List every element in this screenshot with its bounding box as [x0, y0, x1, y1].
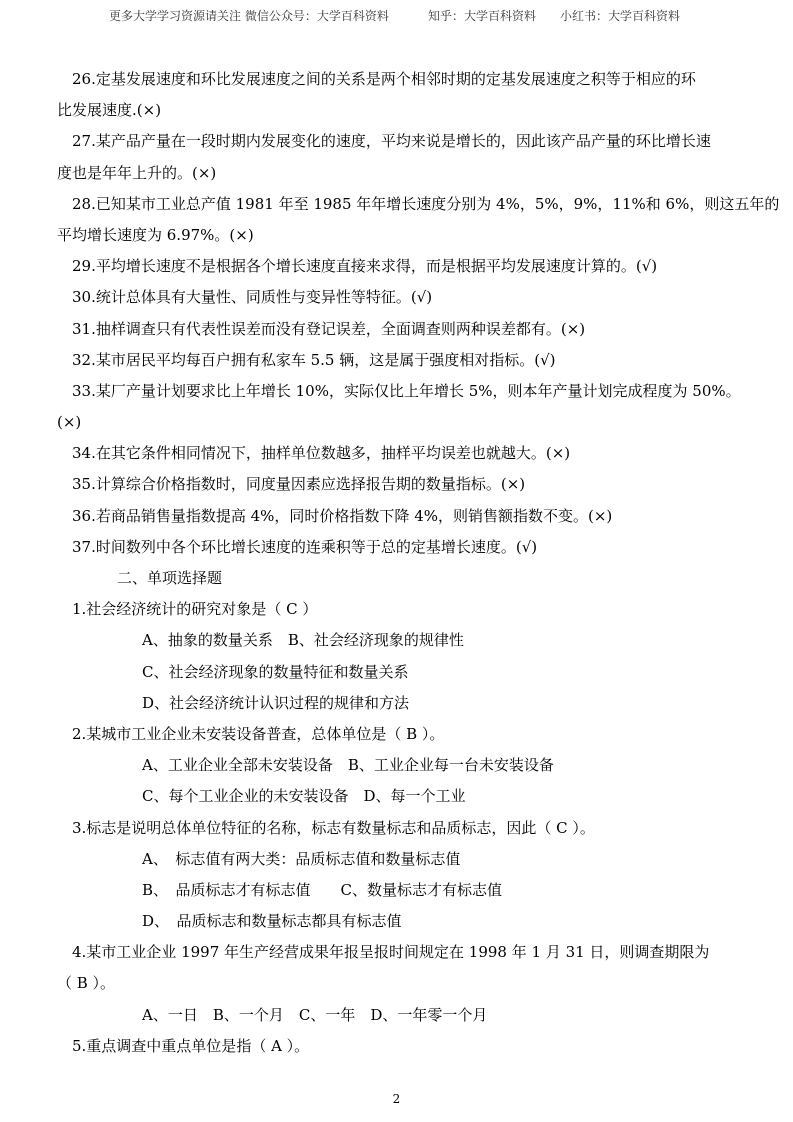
text-line: C、社会经济现象的数量特征和数量关系 [142, 662, 409, 681]
header-right-text: 小红书：大学百科资料 [560, 9, 681, 23]
page-number: 2 [392, 1092, 401, 1106]
text-line: A、工业企业全部未安装设备 B、工业企业每一台未安装设备 [142, 756, 554, 775]
document-body [57, 64, 780, 1062]
text-line: 29.平均增长速度不是根据各个增长速度直接来求得，而是根据平均发展速度计算的。(√) [72, 257, 658, 276]
text-line: 比发展速度.(×) [57, 101, 162, 120]
text-line: 1.社会经济统计的研究对象是（ C ） [72, 600, 318, 619]
text-line: （ B ）。 [57, 974, 116, 993]
text-line: 度也是年年上升的。(×) [57, 163, 217, 182]
text-line: 26.定基发展速度和环比发展速度之间的关系是两个相邻时期的定基发展速度之积等于相应的环 [72, 70, 696, 88]
text-line: A、抽象的数量关系 B、社会经济现象的规律性 [142, 631, 464, 650]
text-line: D、 品质标志和数量标志都具有标志值 [142, 912, 402, 931]
text-line: 4.某市工业企业 1997 年生产经营成果年报呈报时间规定在 1998 年 1 月 31 日，则调查期限为 [72, 943, 710, 962]
text-line: 27.某产品产量在一段时期内发展变化的速度，平均来说是增长的，因此该产品产量的环比增长速 [72, 132, 711, 151]
text-line: C、每个工业企业的未安装设备 D、每一个工业 [142, 787, 466, 806]
text-line: 30.统计总体具有大量性、同质性与变异性等特征。(√) [72, 288, 433, 307]
text-line: 31.抽样调查只有代表性误差而没有登记误差，全面调查则两种误差都有。(×) [72, 319, 586, 338]
text-line: 二、单项选择题 [117, 569, 223, 587]
text-line: 35.计算综合价格指数时，同度量因素应选择报告期的数量指标。(×) [72, 475, 526, 494]
text-line: 3.标志是说明总体单位特征的名称，标志有数量标志和品质标志，因此（ C ）。 [72, 818, 595, 837]
header-left-text: 更多大学学习资源请关注 微信公众号：大学百科资料 [109, 9, 389, 23]
text-line: 2.某城市工业企业未安装设备普查，总体单位是（ B ）。 [72, 724, 445, 743]
page-header [0, 7, 793, 27]
header-middle-text: 知乎：大学百科资料 [428, 9, 537, 23]
text-line: 5.重点调查中重点单位是指（ A ）。 [72, 1036, 310, 1055]
text-line: A、 标志值有两大类：品质标志值和数量标志值 [142, 849, 461, 868]
text-line: 平均增长速度为 6.97%。(×) [57, 225, 254, 244]
text-line: B、 品质标志才有标志值 C、数量标志才有标志值 [142, 880, 503, 899]
text-line: 32.某市居民平均每百户拥有私家车 5.5 辆，这是属于强度相对指标。(√) [72, 350, 556, 369]
text-line: 33.某厂产量计划要求比上年增长 10%，实际仅比上年增长 5%，则本年产量计划完成程度为 50%。 [72, 381, 741, 400]
text-line: D、社会经济统计认识过程的规律和方法 [142, 693, 410, 712]
text-line: (×) [57, 413, 82, 432]
text-line: 28.已知某市工业总产值 1981 年至 1985 年年增长速度分别为 4%，5%，9%，11%和 6%，则这五年的 [72, 194, 780, 213]
text-line: 37.时间数列中各个环比增长速度的连乘积等于总的定基增长速度。(√) [72, 537, 538, 556]
text-line: A、一日 B、一个月 C、一年 D、一年零一个月 [142, 1005, 488, 1024]
text-line: 36.若商品销售量指数提高 4%，同时价格指数下降 4%，则销售额指数不变。(×) [72, 506, 613, 525]
text-line: 34.在其它条件相同情况下，抽样单位数越多，抽样平均误差也就越大。(×) [72, 444, 571, 463]
